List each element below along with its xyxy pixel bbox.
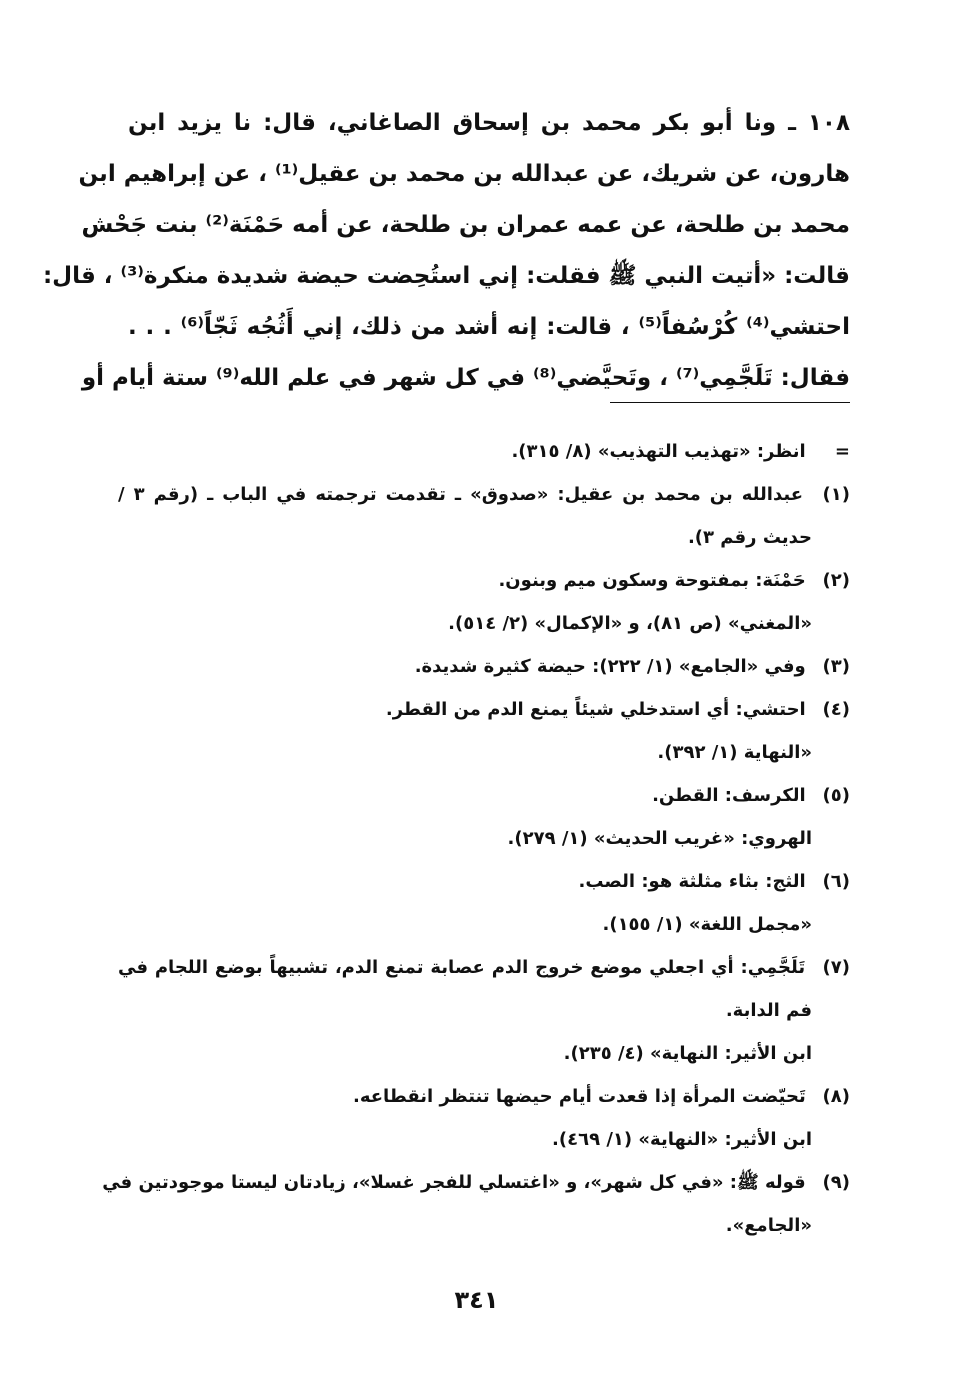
footnote-line: [118, 1204, 850, 1247]
hadith-line: فقال: تَلَجَّمِي⁽⁷⁾ ، وتَحيَّضي⁽⁸⁾ في كل شهر في علم الله⁽⁹⁾ ستة أيام أو: [81, 365, 850, 391]
footnote-text: قوله ﷺ: «في كل شهر»، و «اغتسلي للفجر غسلا»، زيادتان ليستا موجودتين في: [102, 1172, 806, 1193]
footnote-text: «مجمل اللغة» (١/ ١٥٥).: [602, 914, 812, 935]
footnote-text: الهروي: «غريب الحديث» (١/ ٢٧٩).: [507, 828, 812, 849]
page-number: ٣٤١: [454, 1286, 499, 1314]
footnote-number: (٥): [822, 785, 850, 806]
hadith-line: هارون، عن شريك، عن عبدالله بن محمد بن عقيل⁽¹⁾ ، عن إبراهيم ابن: [78, 161, 850, 187]
footnote-divider: [610, 402, 850, 403]
footnote-line: [118, 903, 850, 946]
footnote-line: [118, 430, 850, 473]
footnote-number: =: [834, 441, 850, 462]
footnote-number: (٣): [822, 656, 850, 677]
hadith-line: قالت: «أتيت النبي ﷺ فقلت: إني استُحِضت حيضة شديدة منكرة⁽³⁾ ، قال:: [42, 263, 850, 289]
footnote-text: احتشي: أي استدخلي شيئاً يمنع الدم من القطر.: [385, 699, 806, 720]
footnote-text: «المغني» (ص ٨١)، و «الإكمال» (٢/ ٥١٤).: [448, 613, 812, 634]
footnote-line: [118, 774, 850, 817]
footnote-line: [118, 1032, 850, 1075]
footnote-line: [102, 1161, 850, 1204]
hadith-line: محمد بن طلحة، عن عمه عمران بن طلحة، عن أمه حَمْنَة⁽²⁾ بنت جَحْش: [81, 212, 850, 238]
footnote-text: «الجامع».: [725, 1215, 812, 1236]
footnote-line: [118, 989, 850, 1032]
footnote-line: [118, 817, 850, 860]
footnote-line: [118, 946, 850, 989]
footnote-line: [118, 645, 850, 688]
footnote-text: فم الدابة.: [725, 1000, 812, 1021]
footnote-line: [118, 559, 850, 602]
footnote-text: حديث رقم ٣).: [687, 527, 812, 548]
footnote-number: (٤): [822, 699, 850, 720]
footnote-line: [118, 1118, 850, 1161]
footnote-text: الكرسف: القطن.: [652, 785, 806, 806]
hadith-text: [42, 98, 850, 404]
footnote-text: ابن الأثير: «النهاية» (١/ ٤٦٩).: [552, 1129, 812, 1150]
footnotes: [102, 430, 850, 1247]
footnote-text: تَحيّضت المرأة إذا قعدت أيام حيضها تنتظر انقطاعه.: [352, 1086, 806, 1107]
footnote-text: «النهاية (١/ ٣٩٢).: [657, 742, 812, 763]
hadith-line: ١٠٨ ـ ونا أبو بكر محمد بن إسحاق الصاغاني، قال: نا يزيد ابن: [128, 110, 850, 136]
footnote-text: حَمْنَة: بمفتوحة وسكون ميم وبنون.: [498, 570, 806, 591]
footnote-number: (١): [822, 484, 850, 505]
footnote-text: عبدالله بن محمد بن عقيل: «صدوق» ـ تقدمت ترجمته في الباب ـ (رقم ٣ /: [118, 484, 803, 505]
footnote-text: انظر: «تهذيب التهذيب» (٨/ ٣١٥).: [511, 441, 806, 462]
footnote-line: [118, 860, 850, 903]
hadith-line: احتشي⁽⁴⁾ كُرْسُفاً⁽⁵⁾ ، قالت: إنه أشد من ذلك، إني أَثُجُه ثَجّاً⁽⁶⁾ . . .: [128, 314, 850, 340]
footnote-number: (٩): [822, 1172, 850, 1193]
footnote-line: [118, 473, 850, 516]
footnote-number: (٨): [822, 1086, 850, 1107]
footnote-number: (٦): [822, 871, 850, 892]
footnote-line: [118, 688, 850, 731]
footnote-number: (٧): [822, 957, 850, 978]
footnote-line: [118, 1075, 850, 1118]
footnote-text: الثج: بثاء مثلثة هو: الصب.: [578, 871, 806, 892]
footnote-line: [118, 516, 850, 559]
footnote-text: وفي «الجامع» (١/ ٢٢٢): حيضة كثيرة شديدة.: [414, 656, 806, 677]
footnote-line: [118, 731, 850, 774]
footnote-text: تَلَجَّمِي: أي اجعلي موضع خروج الدم عصابة تمنع الدم، تشبيهاً بوضع اللجام في: [118, 957, 806, 978]
footnote-number: (٢): [822, 570, 850, 591]
footnote-line: [118, 602, 850, 645]
footnote-text: ابن الأثير: النهاية» (٤/ ٢٣٥).: [563, 1043, 812, 1064]
